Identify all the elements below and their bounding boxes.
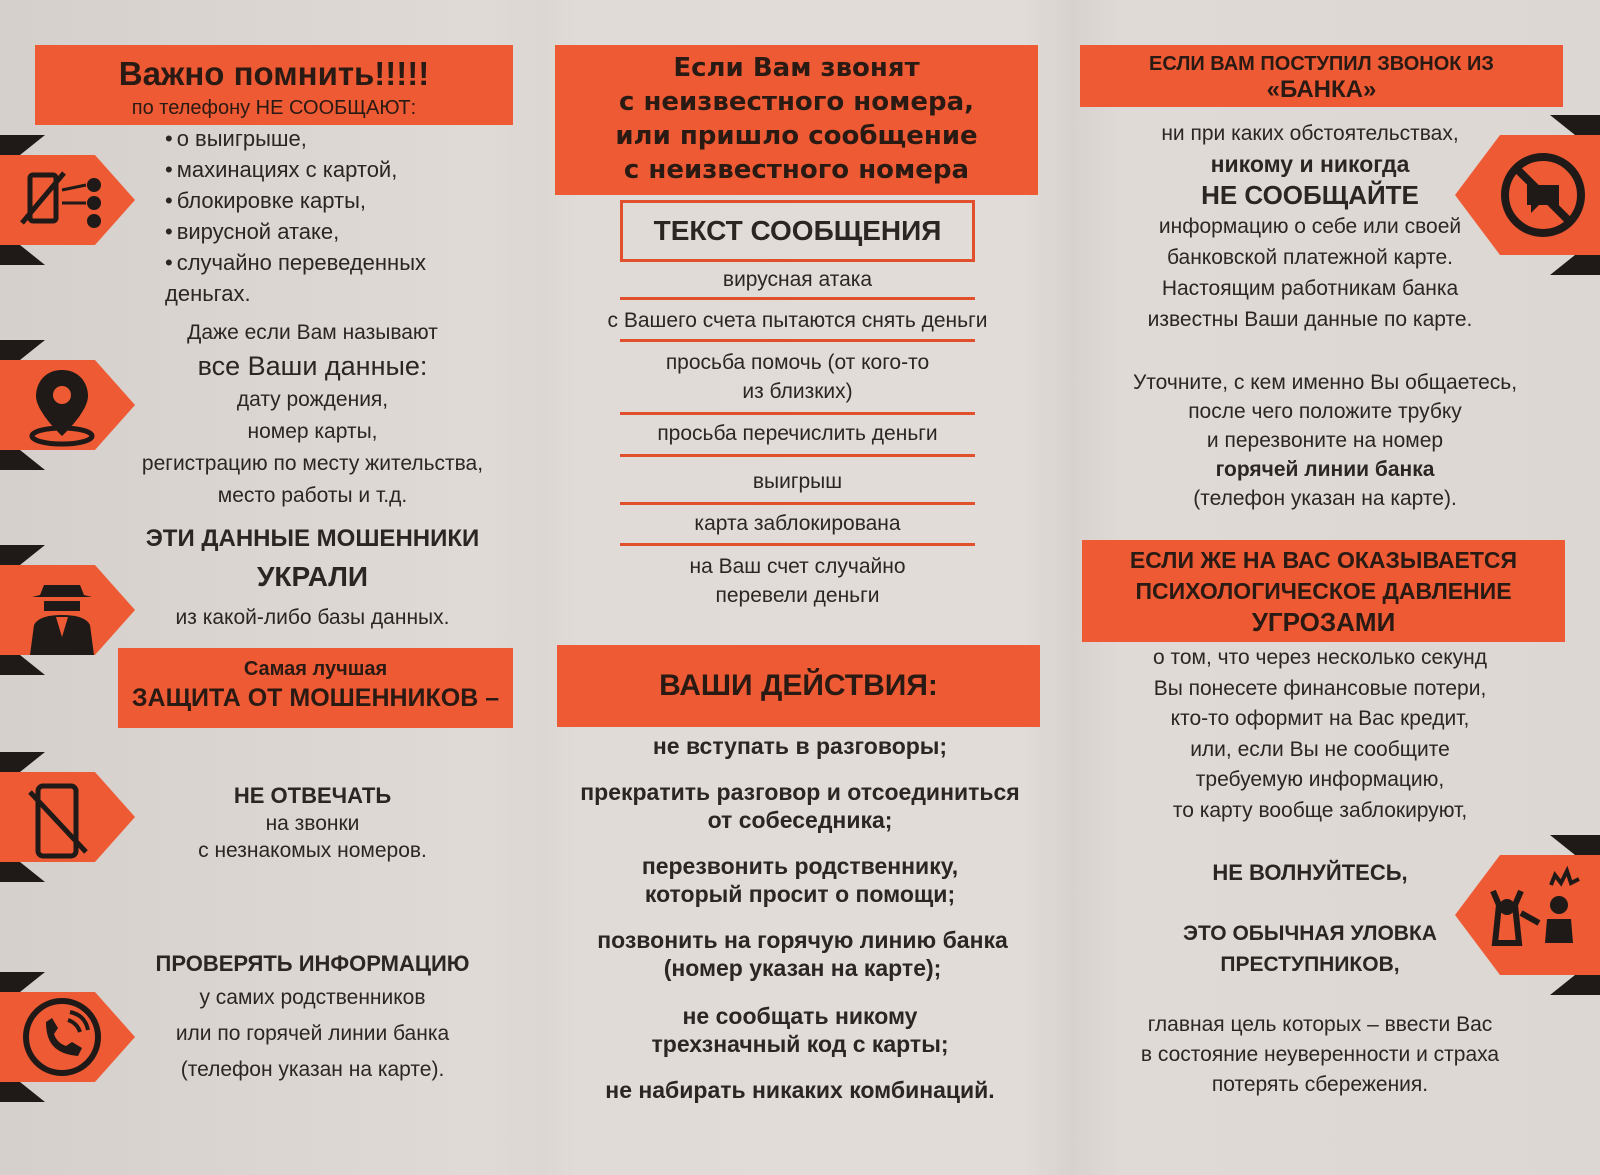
separator [620,297,975,300]
p4-line: потерять сбережения. [1211,1073,1429,1096]
p3-line: или, если Вы не сообщите [1190,737,1450,761]
data-line: номер карты, [247,420,378,443]
col2-header [555,45,1038,195]
col1-header-sub: по телефону НЕ СООБЩАЮТ: [131,97,417,119]
no-answer-text: на звонки [265,812,360,835]
p3-line: то карту вообще заблокируют, [1172,798,1468,822]
separator [620,543,975,546]
col1-data-block [110,318,515,512]
stolen-text-1: ЭТИ ДАННЫЕ МОШЕННИКИ [145,525,480,552]
p1-line: Настоящим работникам банка [1161,277,1459,300]
message-item: с Вашего счета пытаются снять деньги [607,309,988,332]
no-answer-title: НЕ ОТВЕЧАТЬ [233,783,392,808]
separator [620,502,975,505]
p4-line: главная цель которых – ввести Вас [1147,1013,1493,1036]
best-text-2: ЗАЩИТА ОТ МОШЕННИКОВ – [131,684,500,712]
trick-line: ЭТО ОБЫЧНАЯ УЛОВКА [1183,922,1437,945]
col3-p3 [1095,643,1545,826]
message-item: просьба перечислить деньги [657,422,938,445]
separator [620,412,975,415]
col3-header2-line: ЕСЛИ ЖЕ НА ВАС ОКАЗЫВАЕТСЯ [1129,547,1518,573]
action-item: не вступать в разговоры; [652,733,948,759]
best-protection-header [118,648,513,728]
no-answer-text: с незнакомых номеров. [198,839,427,862]
col3-p2 [1085,368,1565,513]
p2-line: и перезвоните на номер [1206,429,1444,452]
p1-line: информацию о себе или своей [1158,215,1462,238]
col3-header-line: ЕСЛИ ВАМ ПОСТУПИЛ ЗВОНОК ИЗ [1149,53,1494,75]
col3-header [1080,45,1563,107]
action-item: прекратить разговор и отсоединиться от собеседника; [580,779,1020,833]
no-chat-icon [1455,115,1600,275]
all-data-text: все Ваши данные: [197,351,428,381]
message-item: выигрыш [752,470,843,493]
list-item: • блокировке карты, [165,185,495,216]
p3-line: Вы понесете финансовые потери, [1153,676,1487,700]
col3-p4 [1095,1010,1545,1100]
col2-header-line: с неизвестного номера [623,155,970,185]
phone-call-icon [0,972,135,1102]
col1-bullets [165,123,495,309]
best-text-1: Самая лучшая [243,658,388,680]
even-if-text: Даже если Вам называют [187,321,438,344]
message-item: карта заблокирована [694,512,901,535]
message-item: на Ваш счет случайно перевели деньги [689,555,906,607]
p4-line: в состояние неуверенности и страха [1140,1043,1500,1066]
location-pin-icon [0,340,135,470]
list-item: • о выигрыше, [165,123,495,154]
col2-header-line: с неизвестного номера, [618,87,975,117]
col1-header [35,45,513,125]
list-item: • вирусной атаке, [165,216,495,247]
separator [620,454,975,457]
p2-line: после чего положите трубку [1188,400,1462,423]
p3-line: требуемую информацию, [1195,768,1445,791]
p2-line: (телефон указан на карте). [1193,487,1457,510]
col3-header2 [1082,540,1565,642]
p1-line: ни при каких обстоятельствах, [1161,122,1459,145]
data-line: регистрацию по месту жительства, [141,452,484,475]
no-answer-block [110,782,515,864]
trick-block [1130,918,1490,980]
col1-header-title: Важно помнить!!!!! [118,55,430,92]
p1-line: НЕ СООБЩАЙТЕ [1201,180,1419,210]
p1-line: известны Ваши данные по карте. [1147,308,1473,331]
p3-line: кто-то оформит на Вас кредит, [1170,707,1470,730]
action-item: позвонить на горячую линию банка (номер указан на карте); [597,927,1008,981]
message-text-title: ТЕКСТ СООБЩЕНИЯ [620,200,975,262]
action-item: перезвонить родственнику, который просит о помощи; [641,853,959,907]
list-item: • махинациях с картой, [165,154,495,185]
col2-header-line: Если Вам звонят [673,53,920,83]
message-item: вирусная атака [722,268,873,291]
col2-header-line: или пришло сообщение [615,121,978,151]
col3-header-line: «БАНКА» [1266,76,1377,103]
action-item: не набирать никаких комбинаций. [605,1077,995,1103]
col3-header2-line: УГРОЗАМИ [1251,607,1396,637]
check-text: у самих родственников [199,986,426,1009]
p1-line: никому и никогда [1210,151,1410,177]
list-item: • случайно переведенных деньгах. [165,247,465,309]
stolen-text-2: УКРАЛИ [256,561,369,592]
data-line: дату рождения, [236,388,389,411]
calm-text: НЕ ВОЛНУЙТЕСЬ, [1212,860,1408,885]
p2-line: горячей линии банка [1215,458,1435,481]
data-line: место работы и т.д. [217,484,408,507]
from-db-text: из какой-либо базы данных. [175,606,450,629]
actions-header: ВАШИ ДЕЙСТВИЯ: [557,645,1040,727]
p2-line: Уточните, с кем именно Вы общаетесь, [1132,371,1518,394]
check-title: ПРОВЕРЯТЬ ИНФОРМАЦИЮ [155,951,470,976]
threat-icon [1455,835,1600,995]
message-item: просьба помочь (от кого-то из близких) [665,351,930,403]
action-item: не сообщать никому трехзначный код с карты; [651,1003,949,1057]
no-phone-icon [0,135,135,265]
trick-line: ПРЕСТУПНИКОВ, [1220,953,1400,976]
col3-header2-line: ПСИХОЛОГИЧЕСКОЕ ДАВЛЕНИЕ [1135,578,1512,604]
p1-line: банковской платежной карте. [1166,246,1453,269]
check-text: или по горячей линии банка [175,1022,450,1045]
p3-line: о том, что через несколько секунд [1152,646,1487,669]
no-smartphone-icon [0,752,135,882]
separator [620,339,975,342]
spy-icon [0,545,135,675]
check-text: (телефон указан на карте). [180,1058,445,1081]
check-block [110,948,515,1088]
